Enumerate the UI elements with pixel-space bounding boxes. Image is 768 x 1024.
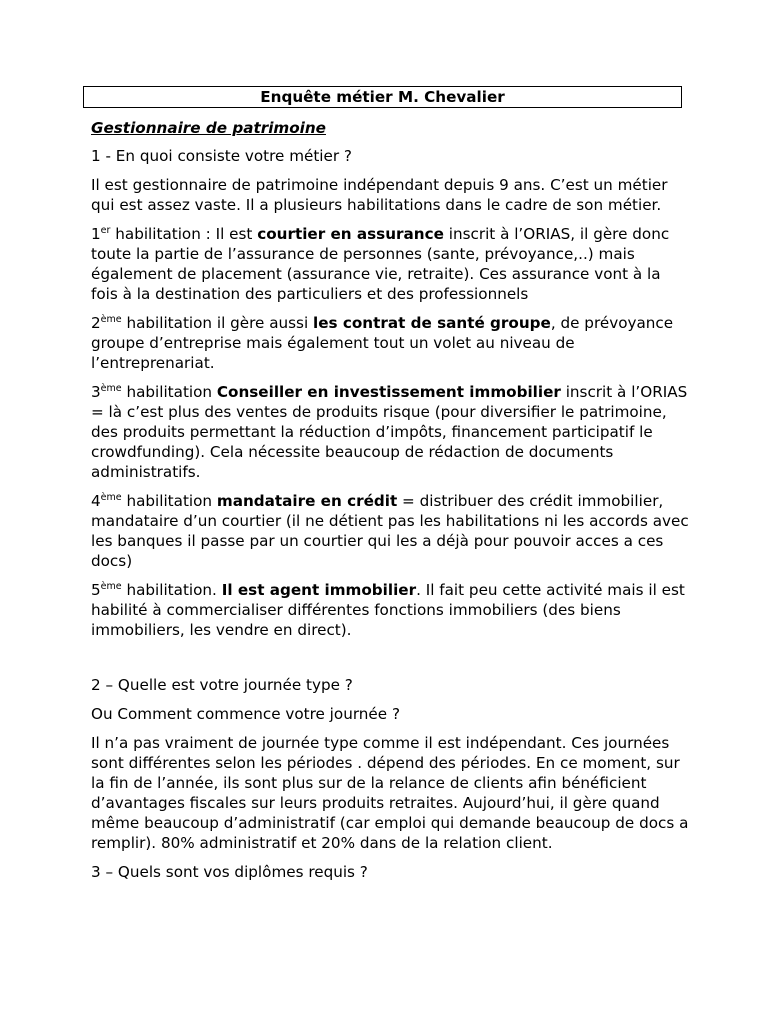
habilitation-text-post: inscrit à l’ORIAS, il gère donc toute la partie de l’assurance de personnes (sante, prévoyance,..) mais également de placement (assurance vie, retraite). Ces assurance vont à la fois à la destination des particuliers et des professionnels (91, 225, 670, 303)
habilitation-text-post: , de prévoyance groupe d’entreprise mais également tout un volet au niveau de l’entreprenariat. (91, 314, 674, 372)
intro-paragraph: Il est gestionnaire de patrimoine indépendant depuis 9 ans. C’est un métier qui est assez vaste. Il a plusieurs habilitations dans le cadre de son métier. (91, 176, 668, 214)
habilitation-number: 5 (91, 581, 101, 599)
ordinal-suffix: ème (100, 314, 122, 325)
habilitation-title: mandataire en crédit (216, 492, 398, 510)
ordinal-suffix: er (100, 225, 111, 236)
question-1: 1 - En quoi consiste votre métier ? (91, 147, 352, 165)
habilitation-title: Il est agent immobilier (221, 581, 417, 599)
habilitation-number: 4 (91, 492, 101, 510)
blank-line (91, 649, 691, 675)
habilitation-5-paragraph (91, 580, 691, 640)
habilitation-text-pre: habilitation (121, 492, 217, 510)
question-2-alt: Ou Comment commence votre journée ? (91, 705, 400, 723)
ordinal-suffix: ème (100, 581, 122, 592)
ordinal-suffix: ème (100, 383, 122, 394)
habilitation-number: 3 (91, 383, 101, 401)
question-2: 2 – Quelle est votre journée type ? (91, 676, 353, 694)
section-subtitle: Gestionnaire de patrimoine (91, 119, 326, 137)
habilitation-text-pre: habilitation il gère aussi (121, 314, 314, 332)
habilitation-text-pre: habilitation : Il est (110, 225, 258, 243)
habilitation-text-post: = distribuer des crédit immobilier, mandataire d’un courtier (il ne détient pas les habilitations ni les accords avec les banques il passe par un courtier qui les a déjà pour pouvoir acces a ces docs) (91, 492, 689, 570)
ordinal-suffix: ème (100, 492, 122, 503)
habilitation-2-paragraph (91, 313, 691, 373)
habilitation-1-paragraph (91, 224, 691, 304)
document-body (91, 118, 691, 891)
habilitation-number: 2 (91, 314, 101, 332)
habilitation-title: les contrat de santé groupe (313, 314, 551, 332)
habilitation-text-pre: habilitation (121, 383, 217, 401)
document-title: Enquête métier M. Chevalier (83, 86, 682, 108)
answer-2-paragraph: Il n’a pas vraiment de journée type comme il est indépendant. Ces journées sont différentes selon les périodes . dépend des périodes. En ce moment, sur la fin de l’année, ils sont plus sur de la relance de clients afin bénéficient d’avantages fiscales sur leurs produits retraites. Aujourd’hui, il gère quand même beaucoup d’administratif (car emploi qui demande beaucoup de docs a remplir). 80% administratif et 20% dans de la relation client. (91, 734, 689, 852)
question-3: 3 – Quels sont vos diplômes requis ? (91, 863, 368, 881)
habilitation-3-paragraph (91, 382, 691, 482)
habilitation-title: Conseiller en investissement immobilier (216, 383, 561, 401)
habilitation-text-post: . Il fait peu cette activité mais il est habilité à commercialiser différentes fonctions immobiliers (des biens immobiliers, les vendre en direct). (91, 581, 685, 639)
habilitation-title: courtier en assurance (257, 225, 444, 243)
habilitation-number: 1 (91, 225, 101, 243)
habilitation-4-paragraph (91, 491, 691, 571)
habilitation-text-pre: habilitation. (121, 581, 222, 599)
habilitation-text-post: inscrit à l’ORIAS = là c’est plus des ventes de produits risque (pour diversifier le patrimoine, des produits permettant la réduction d’impôts, financement participatif le crowdfunding). Cela nécessite beaucoup de rédaction de documents administratifs. (91, 383, 688, 481)
